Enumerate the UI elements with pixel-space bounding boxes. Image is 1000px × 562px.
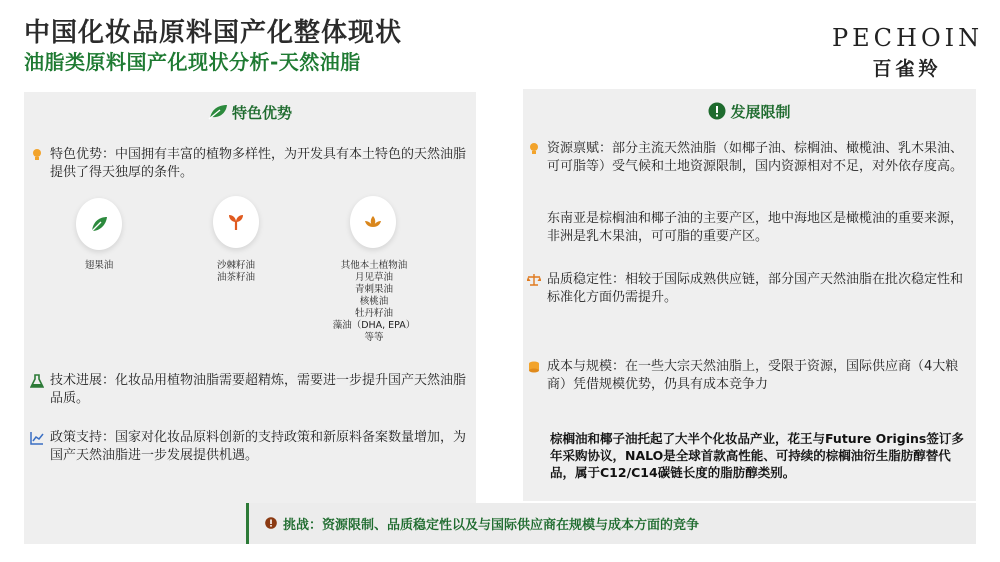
quality-text: 品质稳定性：相较于国际成熟供应链，部分国产天然油脂在批次稳定性和标准化方面仍需提升。 (547, 272, 964, 305)
lotus-icon (363, 212, 383, 232)
warning-icon (265, 517, 277, 533)
brand-logo (832, 24, 982, 81)
leaf-icon (208, 104, 228, 124)
oil-circle-3 (350, 196, 396, 248)
scale-text: 成本与规模：在一些大宗天然油脂上，受限于资源，国际供应商（4大粮商）凭借规模优势，仍具有成本竞争力 (547, 359, 959, 392)
challenge-banner (246, 503, 976, 544)
leaf-icon (89, 214, 109, 234)
oil-circle-2 (213, 196, 259, 248)
advantage-text: 特色优势：中国拥有丰富的植物多样性，为开发具有本土特色的天然油脂提供了得天独厚的条件。 (50, 147, 467, 180)
tech-text: 技术进展：化妆品用植物油脂需要超精炼，需要进一步提升国产天然油脂品质。 (50, 373, 467, 406)
tech-item (30, 372, 470, 408)
sprout-icon (226, 212, 246, 232)
policy-item (30, 429, 470, 465)
highlight-paragraph: 棕榈油和椰子油托起了大半个化妆品产业，花王与Future Origins签订多年采购协议，NALO是全球首款高性能、可持续的棕榈油衍生脂肪醇替代品，属于C12/C14碳链长度的脂肪醇类别。 (550, 431, 964, 480)
oil-label-2 (194, 260, 278, 284)
chart-icon (30, 431, 44, 445)
page-subtitle: 油脂类原料国产化现状分析-天然油脂 (24, 50, 361, 74)
advantage-item (30, 146, 470, 182)
advantage-panel (24, 92, 476, 544)
advantage-heading-text: 特色优势 (231, 104, 292, 122)
regions-item (547, 210, 967, 246)
logo-chinese: 百雀羚 (872, 58, 942, 80)
limitation-heading (523, 101, 976, 124)
scale-icon (527, 273, 541, 287)
oil-label-2-text: 沙棘籽油 油茶籽油 (216, 260, 255, 283)
page-title: 中国化妆品原料国产化整体现状 (24, 18, 403, 48)
oil-circle-1 (76, 198, 122, 250)
policy-text: 政策支持：国家对化妆品原料创新的支持政策和新原料备案数量增加，为国产天然油脂进一步发展提供机遇。 (50, 430, 467, 463)
bulb-icon (30, 148, 44, 162)
resource-text: 资源禀赋：部分主流天然油脂（如椰子油、棕榈油、橄榄油、乳木果油、可可脂等）受气候和土地资源限制，国内资源相对不足，对外依存度高。 (547, 141, 964, 174)
challenge-text: 挑战：资源限制、品质稳定性以及与国际供应商在规模与成本方面的竞争 (283, 518, 700, 533)
bulb-icon (527, 142, 541, 156)
quality-item (527, 271, 967, 307)
exclamation-icon (708, 102, 726, 124)
oil-label-3 (318, 260, 430, 344)
regions-text: 东南亚是棕榈油和椰子油的主要产区，地中海地区是橄榄油的重要来源，非洲是乳木果油，可可脂的重要产区。 (547, 211, 964, 244)
oil-label-3-text: 其他本土植物油 月见草油 青刺果油 核桃油 牡丹籽油 藻油（DHA, EPA） 等等 (332, 260, 416, 343)
oil-label-1 (61, 260, 137, 272)
flask-icon (30, 374, 44, 388)
resource-item (527, 140, 967, 176)
oil-label-1-text: 翅果油 (84, 260, 114, 271)
scale-item (527, 358, 967, 394)
advantage-heading (24, 102, 476, 124)
coins-icon (527, 360, 541, 374)
limitation-heading-text: 发展限制 (730, 103, 791, 121)
logo-english: PECHOIN (832, 24, 984, 52)
